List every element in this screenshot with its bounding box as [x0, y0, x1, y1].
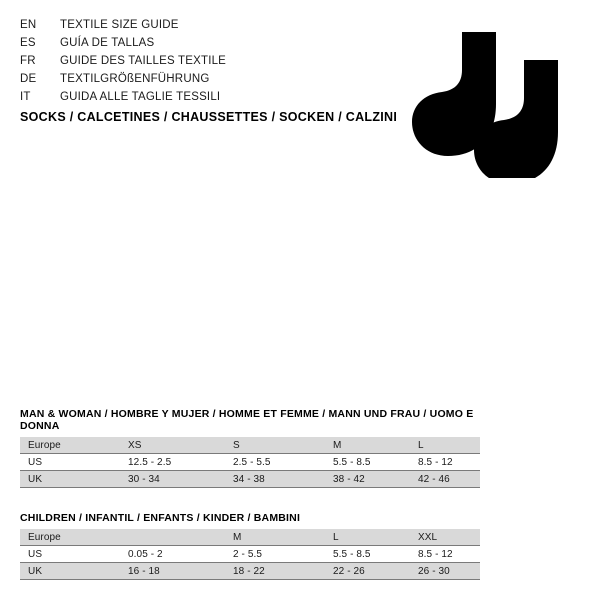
table-header-row: [20, 437, 480, 454]
table-row: [20, 563, 480, 580]
language-label: GUIDE DES TAILLES TEXTILE: [60, 55, 227, 67]
table-cell: 8.5 - 12: [410, 454, 480, 471]
language-label: GUIDA ALLE TAGLIE TESSILI: [60, 91, 221, 103]
language-row: [20, 16, 370, 34]
table-row: [20, 454, 480, 471]
row-label: UK: [20, 471, 120, 488]
column-header: S: [225, 437, 325, 454]
language-list: [20, 16, 370, 106]
size-table-man-woman: [20, 437, 480, 488]
language-row: [20, 70, 370, 88]
language-code: ES: [20, 37, 36, 49]
row-label: US: [20, 454, 120, 471]
table-header-row: [20, 529, 480, 546]
size-table-children: [20, 529, 480, 580]
language-label: TEXTILGRÖßENFÜHRUNG: [60, 73, 210, 85]
table-cell: 16 - 18: [120, 563, 225, 580]
section-title: CHILDREN / INFANTIL / ENFANTS / KINDER / BAMBINI: [20, 512, 301, 524]
language-label: GUÍA DE TALLAS: [60, 37, 155, 49]
language-row: [20, 34, 370, 52]
language-label: TEXTILE SIZE GUIDE: [60, 19, 179, 31]
table-cell: 2.5 - 5.5: [225, 454, 325, 471]
language-code: IT: [20, 91, 31, 103]
table-cell: 30 - 34: [120, 471, 225, 488]
column-header: XS: [120, 437, 225, 454]
table-cell: 42 - 46: [410, 471, 480, 488]
table-cell: 26 - 30: [410, 563, 480, 580]
row-label: US: [20, 546, 120, 563]
language-code: FR: [20, 55, 36, 67]
table-cell: 12.5 - 2.5: [120, 454, 225, 471]
table-row: [20, 546, 480, 563]
column-header: [120, 529, 225, 546]
socks-illustration: [400, 18, 580, 178]
table-cell: 22 - 26: [325, 563, 410, 580]
table-cell: 38 - 42: [325, 471, 410, 488]
column-header: XXL: [410, 529, 480, 546]
table-cell: 5.5 - 8.5: [325, 546, 410, 563]
table-cell: 2 - 5.5: [225, 546, 325, 563]
page-title: SOCKS / CALCETINES / CHAUSSETTES / SOCKEN / CALZINI: [20, 110, 398, 124]
table-cell: 34 - 38: [225, 471, 325, 488]
table-cell: 18 - 22: [225, 563, 325, 580]
language-row: [20, 88, 370, 106]
column-header: Europe: [20, 529, 120, 546]
row-label: UK: [20, 563, 120, 580]
table-cell: 5.5 - 8.5: [325, 454, 410, 471]
table-row: [20, 471, 480, 488]
table-section-children: [20, 512, 480, 580]
column-header: Europe: [20, 437, 120, 454]
column-header: M: [225, 529, 325, 546]
column-header: M: [325, 437, 410, 454]
table-cell: 0.05 - 2: [120, 546, 225, 563]
column-header: L: [325, 529, 410, 546]
table-section-man-woman: [20, 408, 480, 488]
language-code: DE: [20, 73, 37, 85]
language-row: [20, 52, 370, 70]
column-header: L: [410, 437, 480, 454]
table-cell: 8.5 - 12: [410, 546, 480, 563]
section-title: MAN & WOMAN / HOMBRE Y MUJER / HOMME ET FEMME / MANN UND FRAU / UOMO E DONNA: [20, 408, 474, 432]
language-code: EN: [20, 19, 37, 31]
